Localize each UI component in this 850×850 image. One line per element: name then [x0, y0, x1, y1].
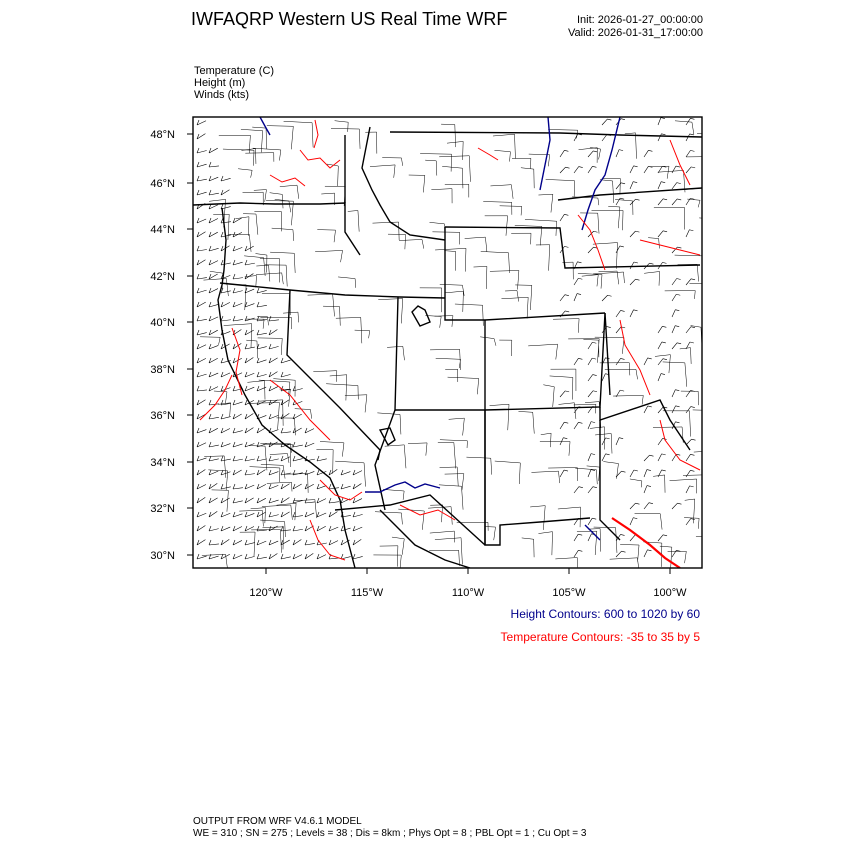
lat-label: 42°N: [150, 271, 175, 283]
longitude-axis: [249, 568, 687, 599]
lat-label: 48°N: [150, 129, 175, 141]
valid-time: Valid: 2026-01-31_17:00:00: [568, 27, 703, 39]
height-contour-legend: Height Contours: 600 to 1020 by 60: [510, 607, 700, 621]
field-temperature: Temperature (C): [194, 65, 275, 77]
lat-label: 32°N: [150, 503, 175, 515]
lat-label: 38°N: [150, 364, 175, 376]
temperature-contour-legend: Temperature Contours: -35 to 35 by 5: [500, 630, 700, 644]
lat-label: 34°N: [150, 457, 175, 469]
lon-label: 110°W: [451, 587, 485, 599]
lon-label: 120°W: [249, 587, 283, 599]
lat-label: 44°N: [150, 224, 175, 236]
page-title: IWFAQRP Western US Real Time WRF: [191, 9, 508, 29]
init-time: Init: 2026-01-27_00:00:00: [577, 14, 703, 26]
lat-label: 30°N: [150, 550, 175, 562]
lon-label: 105°W: [552, 587, 586, 599]
model-info-line1: OUTPUT FROM WRF V4.6.1 MODEL: [193, 816, 362, 827]
lat-label: 40°N: [150, 317, 175, 329]
lon-label: 100°W: [653, 587, 687, 599]
lat-label: 36°N: [150, 410, 175, 422]
lat-label: 46°N: [150, 178, 175, 190]
latitude-axis: [150, 129, 193, 562]
model-info-line2: WE = 310 ; SN = 275 ; Levels = 38 ; Dis = 8km ; Phys Opt = 8 ; PBL Opt = 1 ; Cu Opt = 3: [193, 828, 587, 839]
lon-label: 115°W: [350, 587, 384, 599]
field-height: Height (m): [194, 77, 246, 89]
field-winds: Winds (kts): [194, 89, 249, 101]
model-info: [193, 816, 586, 840]
